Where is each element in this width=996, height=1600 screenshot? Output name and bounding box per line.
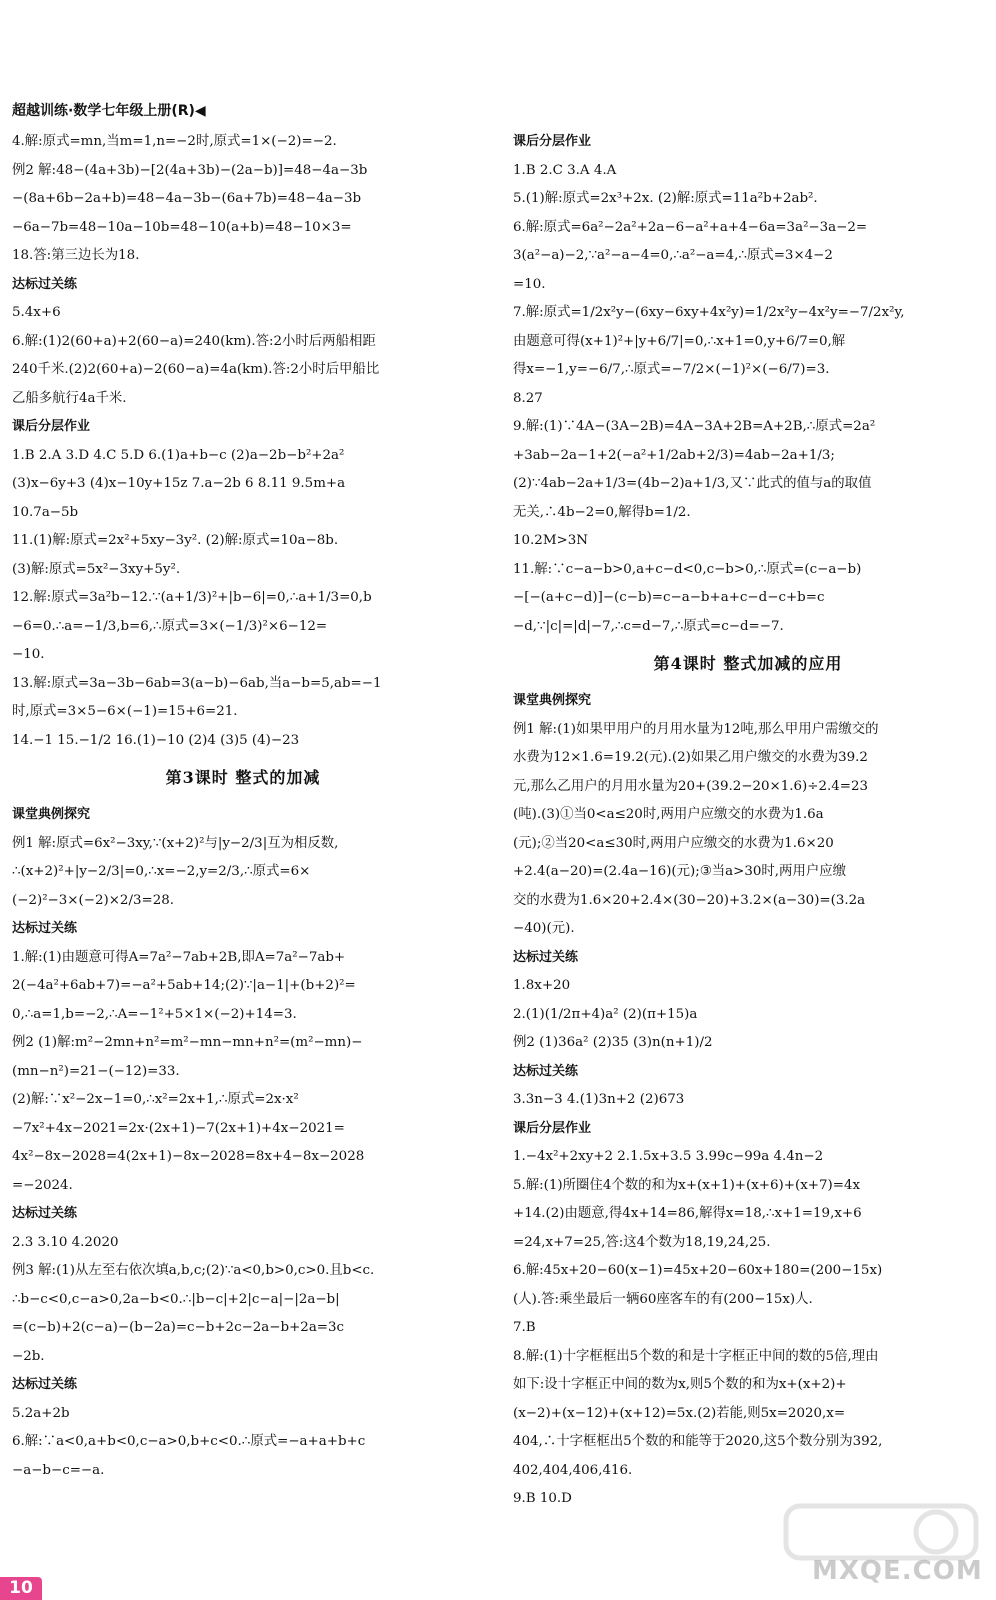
section-heading: 课堂典例探究 (513, 693, 592, 708)
answer-line: =(c−b)+2(c−a)−(b−2a)=c−b+2c−2a−b+2a=3c (12, 1320, 345, 1335)
answer-line: 5.解:(1)所圈住4个数的和为x+(x+1)+(x+6)+(x+7)=4x (513, 1177, 861, 1193)
left-column (12, 128, 474, 1485)
section-heading: 达标过关练 (12, 921, 78, 936)
section-heading: 课后分层作业 (12, 419, 91, 434)
answer-line: 5.(1)解:原式=2x³+2x. (2)解:原式=11a²b+2ab². (513, 191, 818, 206)
section-heading: 达标过关练 (513, 1063, 579, 1079)
section-heading: 课后分层作业 (513, 1120, 592, 1136)
answer-line: =24,x+7=25,答:这4个数为18,19,24,25. (513, 1234, 771, 1250)
answer-line: =−2024. (12, 1177, 73, 1193)
answer-line: 3(a²−a)−2,∵a²−a−4=0,∴a²−a=4,∴原式=3×4−2 (513, 248, 833, 263)
answer-line: −40)(元). (513, 921, 575, 936)
answer-line: (人).答:乘坐最后一辆60座客车的有(200−15x)人. (513, 1291, 813, 1307)
answer-line: −[−(a+c−d)]−(c−b)=c−a−b+a+c−d−c+b=c (513, 590, 825, 605)
answer-line: 5.2a+2b (12, 1405, 70, 1421)
answer-line: 8.27 (513, 390, 543, 406)
answer-line: 水费为12×1.6=19.2(元).(2)如果乙用户缴交的水费为39.2 (513, 750, 868, 765)
answer-line: (2)∵4ab−2a+1/3=(4b−2)a+1/3,又∵此式的值与a的取值 (513, 476, 872, 491)
answer-line: =10. (513, 276, 546, 292)
answer-line: (吨).(3)①当0<a≤20时,两用户应缴交的水费为1.6a (513, 807, 824, 822)
answer-line: +14.(2)由题意,得4x+14=86,解得x=18,∴x+1=19,x+6 (513, 1206, 862, 1221)
answer-line: 9.B 10.D (513, 1491, 572, 1506)
page-number: 10 (0, 1577, 42, 1600)
answer-line: +3ab−2a−1+2(−a²+1/2ab+2/3)=4ab−2a+1/3; (513, 447, 835, 463)
section-heading: 课后分层作业 (513, 134, 592, 149)
answer-line: 例3 解:(1)从左至右依次填a,b,c;(2)∵a<0,b>0,c>0.且b<c. (12, 1263, 375, 1278)
answer-line: 4x²−8x−2028=4(2x+1)−8x−2028=8x+4−8x−2028 (12, 1149, 365, 1164)
section-heading: 达标过关练 (12, 1206, 78, 1221)
answer-line: (3)解:原式=5x²−3xy+5y². (12, 561, 181, 577)
answer-line: 2.(1)(1/2π+4)a² (2)(π+15)a (513, 1006, 698, 1022)
answer-line: (−2)²−3×(−2)×2/3=28. (12, 892, 174, 908)
answer-line: 14.−1 15.−1/2 16.(1)−10 (2)4 (3)5 (4)−23 (12, 732, 300, 748)
answer-line: 由题意可得(x+1)²+|y+6/7|=0,∴x+1=0,y+6/7=0,解 (513, 333, 846, 349)
answer-line: 交的水费为1.6×20+2.4×(30−20)+3.2×(a−30)=(3.2a (513, 892, 866, 908)
answer-line: −10. (12, 647, 45, 662)
section-heading: 达标过关练 (513, 949, 579, 965)
answer-line: 1.−4x²+2xy+2 2.1.5x+3.5 3.99c−99a 4.4n−2 (513, 1149, 824, 1164)
section-heading: 课堂典例探究 (12, 807, 91, 822)
answer-line: 时,原式=3×5−6×(−1)=15+6=21. (12, 704, 238, 719)
right-column (513, 128, 983, 1514)
answer-line: 例2 解:48−(4a+3b)−[2(4a+3b)−(2a−b)]=48−4a−3b (12, 162, 368, 178)
running-header: 超越训练·数学七年级上册(R)◀ (12, 103, 206, 119)
answer-line: −(8a+6b−2a+b)=48−4a−3b−(6a+7b)=48−4a−3b (12, 191, 362, 206)
answer-line: −d,∵|c|=|d|−7,∴c=d−7,∴原式=c−d=−7. (513, 618, 784, 634)
answer-line: 例1 解:(1)如果甲用户的月用水量为12吨,那么甲用户需缴交的 (513, 721, 879, 737)
answer-line: 6.解:(1)2(60+a)+2(60−a)=240(km).答:2小时后两船相距 (12, 333, 376, 349)
answer-line: ∴(x+2)²+|y−2/3|=0,∴x=−2,y=2/3,∴原式=6× (12, 864, 311, 879)
answer-line: 240千米.(2)2(60+a)−2(60−a)=4a(km).答:2小时后甲船比 (12, 362, 380, 377)
answer-line: 1.B 2.C 3.A 4.A (513, 162, 617, 178)
answer-line: 1.8x+20 (513, 978, 571, 993)
answer-line: 1.B 2.A 3.D 4.C 5.D 6.(1)a+b−c (2)a−2b−b²+2a² (12, 447, 345, 463)
answer-line: 11.解:∵c−a−b>0,a+c−d<0,c−b>0,∴原式=(c−a−b) (513, 561, 862, 577)
answer-line: −6=0.∴a=−1/3,b=6,∴原式=3×(−1/3)²×6−12= (12, 618, 328, 634)
answer-line: 10.2M>3N (513, 533, 588, 548)
answer-line: 404,∴十字框框出5个数的和能等于2020,这5个数分别为392, (513, 1434, 883, 1449)
answer-line: 例2 (1)解:m²−2mn+n²=m²−mn−mn+n²=(m²−mn)− (12, 1035, 363, 1050)
answer-line: ∴b−c<0,c−a>0,2a−b<0.∴|b−c|+2|c−a|−|2a−b| (12, 1291, 340, 1307)
answer-line: 7.B (513, 1320, 536, 1335)
answer-line: 9.解:(1)∵4A−(3A−2B)=4A−3A+2B=A+2B,∴原式=2a² (513, 419, 876, 434)
lesson-title: 第4课时 整式加减的应用 (653, 654, 843, 673)
answer-line: −6a−7b=48−10a−10b=48−10(a+b)=48−10×3= (12, 219, 352, 235)
answer-line: 7.解:原式=1/2x²y−(6xy−6xy+4x²y)=1/2x²y−4x²y=−7/2x²y, (513, 305, 905, 320)
answer-line: +2.4(a−20)=(2.4a−16)(元);③当a>30时,两用户应缴 (513, 864, 846, 879)
answer-line: −2b. (12, 1348, 45, 1364)
answer-line: (3)x−6y+3 (4)x−10y+15z 7.a−2b 6 8.11 9.5m+a (12, 476, 346, 491)
answer-line: 乙船多航行4a千米. (12, 390, 127, 406)
answer-line: 5.4x+6 (12, 305, 61, 320)
answer-line: (元);②当20<a≤30时,两用户应缴交的水费为1.6×20 (513, 835, 834, 851)
answer-line: 18.答:第三边长为18. (12, 248, 140, 263)
answer-line: 1.解:(1)由题意可得A=7a²−7ab+2B,即A=7a²−7ab+ (12, 949, 346, 965)
answer-line: 4.解:原式=mn,当m=1,n=−2时,原式=1×(−2)=−2. (12, 134, 337, 149)
answer-line: 2(−4a²+6ab+7)=−a²+5ab+14;(2)∵|a−1|+(b+2)²= (12, 978, 356, 993)
answer-line: 例2 (1)36a² (2)35 (3)n(n+1)/2 (513, 1035, 713, 1050)
answer-line: (2)解:∵x²−2x−1=0,∴x²=2x+1,∴原式=2x·x² (12, 1092, 299, 1107)
answer-line: 13.解:原式=3a−3b−6ab=3(a−b)−6ab,当a−b=5,ab=−1 (12, 675, 382, 691)
answer-line: 10.7a−5b (12, 504, 79, 520)
answer-line: 3.3n−3 4.(1)3n+2 (2)673 (513, 1092, 685, 1107)
answer-line: (x−2)+(x−12)+(x+12)=5x.(2)若能,则5x=2020,x= (513, 1405, 846, 1421)
answer-line: 无关,∴4b−2=0,解得b=1/2. (513, 504, 691, 520)
section-heading: 达标过关练 (12, 276, 78, 292)
answer-line: 0,∴a=1,b=−2,∴A=−1²+5×1×(−2)+14=3. (12, 1006, 297, 1022)
answer-line: 12.解:原式=3a²b−12.∵(a+1/3)²+|b−6|=0,∴a+1/3=0,b (12, 590, 372, 605)
answer-line: 得x=−1,y=−6/7,∴原式=−7/2×(−1)²×(−6/7)=3. (513, 362, 830, 377)
watermark-text: MXQE.COM (812, 1556, 983, 1586)
answer-line: (mn−n²)=21−(−12)=33. (12, 1063, 180, 1079)
answer-line: 8.解:(1)十字框框出5个数的和是十字框正中间的数的5倍,理由 (513, 1348, 879, 1364)
answer-line: 6.解:原式=6a²−2a²+2a−6−a²+a+4−6a=3a²−3a−2= (513, 219, 868, 235)
answer-line: 如下:设十字框正中间的数为x,则5个数的和为x+(x+2)+ (513, 1377, 847, 1392)
section-heading: 达标过关练 (12, 1377, 78, 1392)
answer-line: 2.3 3.10 4.2020 (12, 1234, 119, 1250)
answer-line: 402,404,406,416. (513, 1462, 633, 1478)
answer-line: 11.(1)解:原式=2x²+5xy−3y². (2)解:原式=10a−8b. (12, 533, 339, 548)
answer-line: −7x²+4x−2021=2x·(2x+1)−7(2x+1)+4x−2021= (12, 1120, 345, 1136)
answer-line: 6.解:45x+20−60(x−1)=45x+20−60x+180=(200−15x) (513, 1263, 883, 1278)
answer-line: 元,那么乙用户的月用水量为20+(39.2−20×1.6)÷2.4=23 (513, 778, 869, 794)
answer-line: 6.解:∵a<0,a+b<0,c−a>0,b+c<0.∴原式=−a+a+b+c (12, 1434, 366, 1449)
lesson-title: 第3课时 整式的加减 (165, 768, 321, 787)
answer-line: −a−b−c=−a. (12, 1462, 105, 1478)
answer-line: 例1 解:原式=6x²−3xy,∵(x+2)²与|y−2/3|互为相反数, (12, 835, 339, 851)
